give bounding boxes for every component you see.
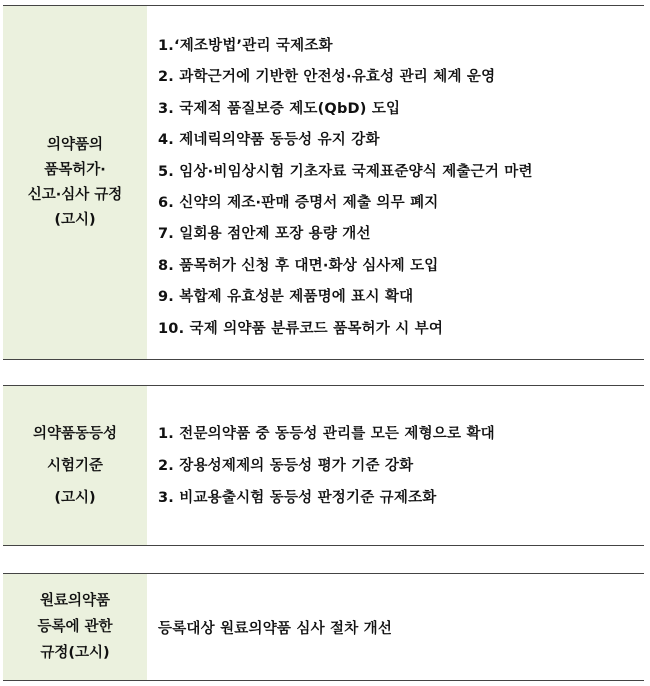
list-item: 6. 신약의 제조·판매 증명서 제출 의무 폐지 [158, 194, 439, 211]
list-item: 8. 품목허가 신청 후 대면·화상 심사제 도입 [158, 257, 439, 274]
list-item: 2. 장용성제제의 동등성 평가 기준 강화 [158, 458, 414, 474]
label-line: 품목허가· [44, 161, 106, 178]
regulation-label [3, 386, 147, 545]
label-line: 원료의약품 [39, 593, 111, 609]
list-item: 등록대상 원료의약품 심사 절차 개선 [158, 620, 393, 637]
label-line: (고시) [54, 489, 96, 506]
list-item: 2. 과학근거에 기반한 안전성·유효성 관리 체계 운영 [158, 69, 496, 86]
regulation-label [3, 574, 147, 680]
list-item: 1.‘제조방법’관리 국제조화 [158, 38, 333, 54]
list-item: 3. 국제적 품질보증 제도(QbD) 도입 [158, 100, 401, 117]
list-item: 10. 국제 의약품 분류코드 품목허가 시 부여 [158, 320, 444, 337]
regulation-items [147, 6, 644, 359]
regulation-block-api-registration [3, 573, 644, 681]
list-item: 3. 비교용출시험 동등성 판정기준 규제조화 [158, 490, 437, 506]
label-line: 규정(고시) [40, 645, 110, 661]
regulation-items [147, 386, 644, 545]
list-item: 7. 일회용 점안제 포장 용량 개선 [158, 226, 371, 243]
label-line: 등록에 관한 [37, 619, 113, 635]
regulation-block-equivalence-test [3, 385, 644, 546]
regulation-block-product-approval [3, 5, 644, 360]
list-item: 1. 전문의약품 중 동등성 관리를 모든 제형으로 확대 [158, 426, 495, 442]
regulation-label [3, 6, 147, 359]
label-line: (고시) [54, 211, 96, 228]
label-line: 신고·심사 규정 [27, 186, 123, 203]
list-item: 4. 제네릭의약품 동등성 유지 강화 [158, 132, 380, 149]
label-line: 의약품동등성 [32, 425, 118, 442]
list-item: 5. 임상·비임상시험 기초자료 국제표준양식 제출근거 마련 [158, 163, 533, 180]
list-item: 9. 복합제 유효성분 제품명에 표시 확대 [158, 289, 414, 306]
label-line: 의약품의 [46, 136, 104, 153]
label-line: 시험기준 [46, 457, 104, 474]
regulation-items [147, 574, 644, 680]
